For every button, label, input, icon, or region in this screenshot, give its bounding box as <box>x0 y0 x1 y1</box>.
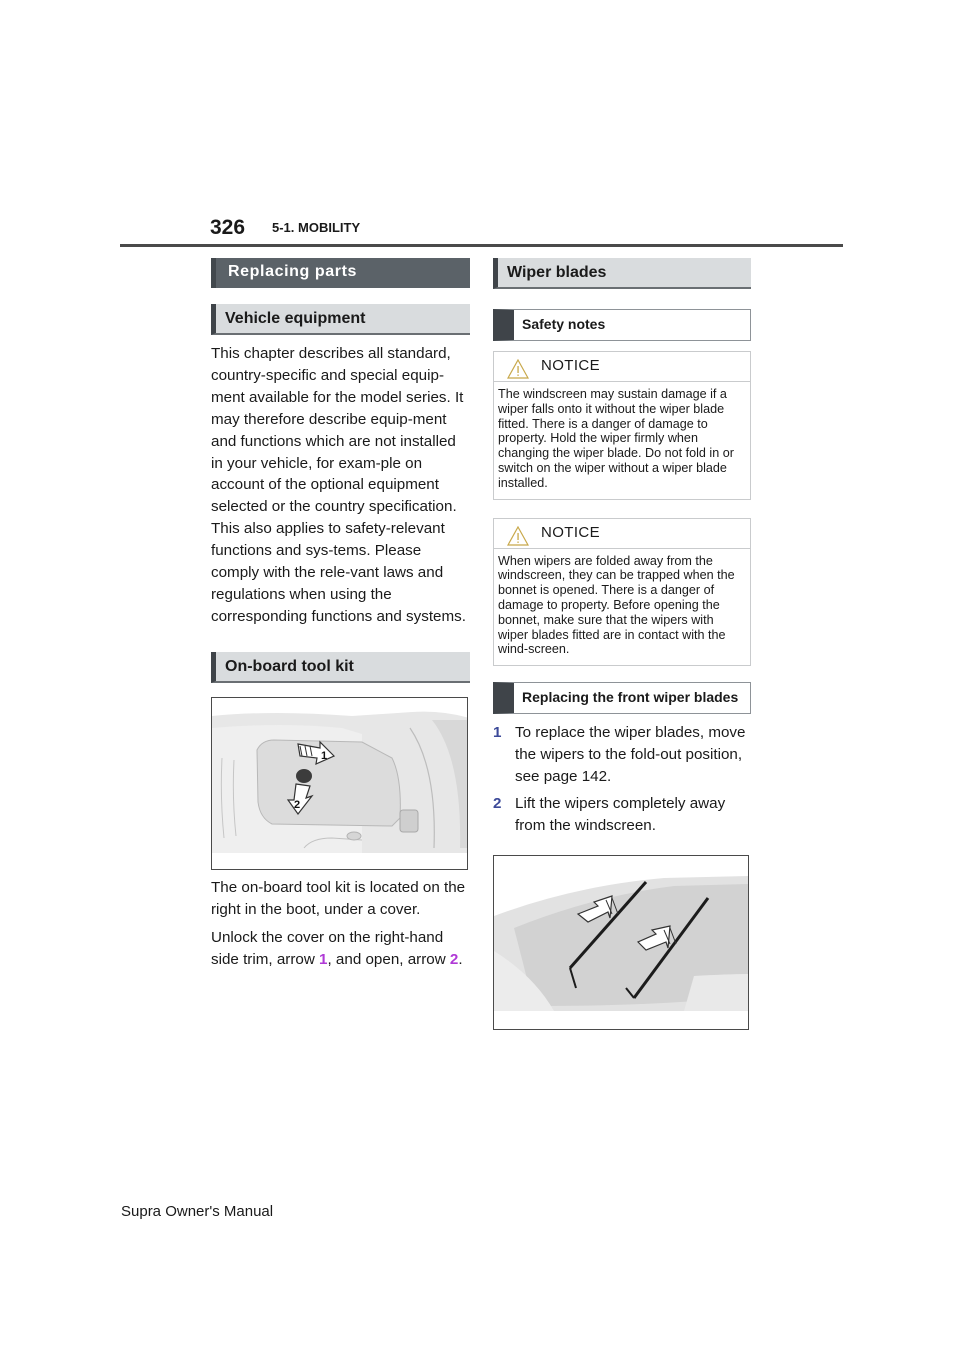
section-heading-replacing-parts: Replacing parts <box>211 258 470 288</box>
notice-header <box>494 352 750 382</box>
notice-text: When wipers are folded away from the windscreen, they can be trapped when the bonnet is opened. There is a danger of damage to property. Before opening the bonnet, make sure that the wipers with wiper blades fitted are in contact with the wind-screen. <box>498 553 735 657</box>
heading-replacing-front-wiper-blades: Replacing the front wiper blades <box>493 682 751 714</box>
heading-wiper-blades: Wiper blades <box>493 258 751 289</box>
warning-triangle-icon <box>507 526 529 546</box>
figure-label-1: 1 <box>321 749 328 762</box>
tool-kit-location-text: The on-board tool kit is located on the right in the boot, under a cover. <box>211 878 466 918</box>
footer-manual-title: Supra Owner's Manual <box>121 1203 274 1220</box>
wiper-illustration <box>494 856 749 1030</box>
notice-box <box>493 518 751 667</box>
notice-label: NOTICE <box>541 523 601 541</box>
page-number: 326 <box>210 216 246 239</box>
notice-box <box>493 351 751 500</box>
step-item <box>493 722 751 788</box>
step-number: 2 <box>493 794 502 812</box>
arrow-ref-1: 1 <box>319 950 328 968</box>
boot-illustration <box>212 698 468 870</box>
unlock-text-start: Unlock the cover on the right-hand side trim, arrow <box>211 928 444 968</box>
right-column <box>493 258 751 1030</box>
header-divider <box>120 244 843 247</box>
step-text: To replace the wiper blades, move the wipers to the fold-out position, see page 142. <box>515 724 746 785</box>
notice-label: NOTICE <box>541 357 601 374</box>
chapter-title: 5-1. MOBILITY <box>272 220 361 235</box>
tool-kit-figure <box>211 697 468 870</box>
step-item <box>493 793 751 837</box>
step-text: Lift the wipers completely away from the windscreen. <box>515 794 726 834</box>
tool-kit-unlock-text <box>211 927 470 971</box>
wiper-figure <box>493 855 749 1030</box>
notice-text: The windscreen may sustain damage if a wiper falls onto it without the wiper blade fitted. There is a danger of damage to property. Hold the wiper firmly when changing the wiper blade. Do not fold in or switch on the wiper without a wiper blade installed. <box>498 387 734 490</box>
figure-label-2: 2 <box>294 798 301 811</box>
step-number: 1 <box>493 724 502 742</box>
unlock-text-mid: , and open, arrow <box>327 950 450 968</box>
left-column <box>211 258 470 970</box>
vehicle-equipment-text: This chapter describes all standard, country-specific and special equip-ment available for the model series. It may therefore describe equip-ment and functions which are not installed in your vehicle, for exam-ple on account of the optional equipment selected or the country specification. This also applies to safety-relevant functions and sys-tems. Please comply with the rele-vant laws and regulations when using the corresponding functions and systems. <box>211 345 466 625</box>
notice-header <box>494 519 750 549</box>
heading-vehicle-equipment: Vehicle equipment <box>211 304 470 335</box>
heading-on-board-tool-kit: On-board tool kit <box>211 652 470 683</box>
unlock-text-end: . <box>458 950 463 968</box>
warning-triangle-icon <box>507 359 529 379</box>
heading-safety-notes: Safety notes <box>493 309 751 341</box>
arrow-ref-2: 2 <box>449 950 459 968</box>
